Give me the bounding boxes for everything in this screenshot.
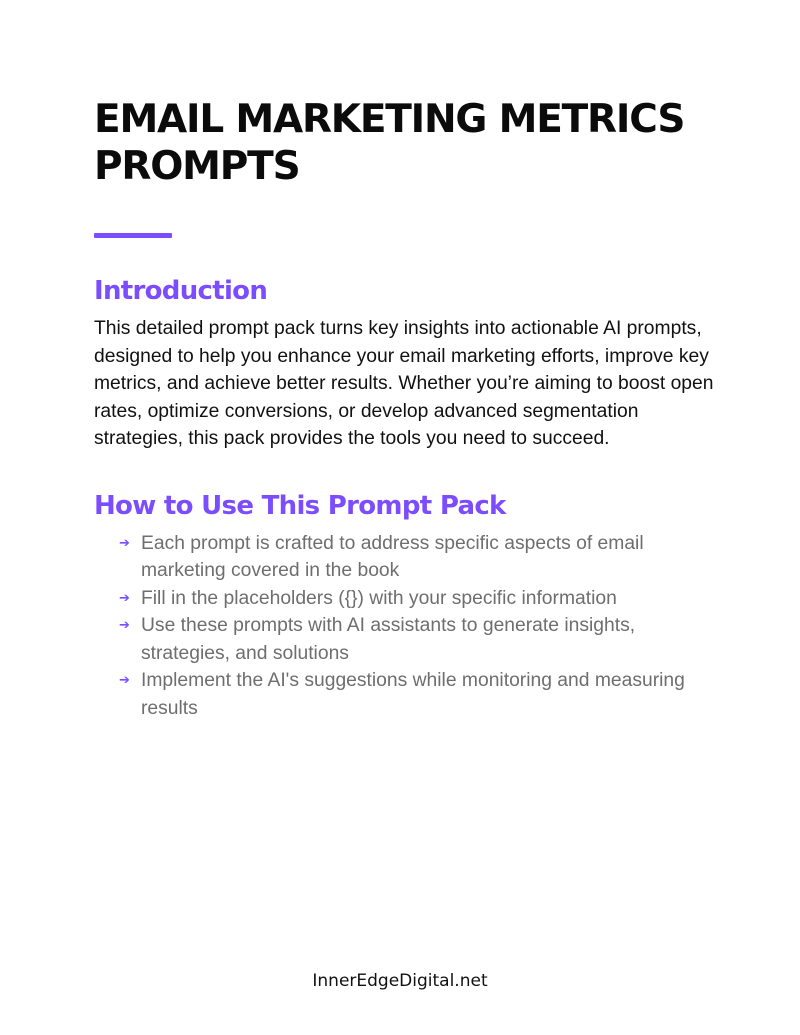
introduction-heading: Introduction (94, 276, 268, 306)
list-item (119, 585, 714, 613)
page-title: EMAIL MARKETING METRICS PROMPTS (94, 97, 685, 189)
page-content (94, 96, 714, 722)
arrow-right-icon: ➔ (119, 673, 130, 689)
list-item (119, 530, 714, 585)
footer-website: InnerEdgeDigital.net (312, 971, 488, 991)
title-accent-divider (94, 233, 172, 238)
list-item (119, 667, 714, 722)
how-to-use-heading: How to Use This Prompt Pack (94, 490, 506, 521)
arrow-right-icon: ➔ (119, 618, 130, 634)
arrow-right-icon: ➔ (119, 535, 130, 551)
list-item-text: Fill in the placeholders ({}) with your specific information (141, 587, 617, 609)
how-to-use-list (94, 530, 714, 723)
list-item-text: Each prompt is crafted to address specific aspects of email marketing covered in the book (141, 532, 644, 582)
introduction-paragraph: This detailed prompt pack turns key insights into actionable AI prompts, designed to help you enhance your email marketing efforts, improve key metrics, and achieve better results. Whether you’re aiming to boost open rates, optimize conversions, or develop advanced segmentation strategies, this pack provides the tools you need to succeed. (94, 318, 714, 450)
list-item-text: Use these prompts with AI assistants to generate insights, strategies, and solutions (141, 615, 636, 664)
list-item-text: Implement the AI's suggestions while monitoring and measuring results (141, 670, 685, 719)
arrow-right-icon: ➔ (119, 590, 130, 606)
list-item (119, 612, 714, 667)
